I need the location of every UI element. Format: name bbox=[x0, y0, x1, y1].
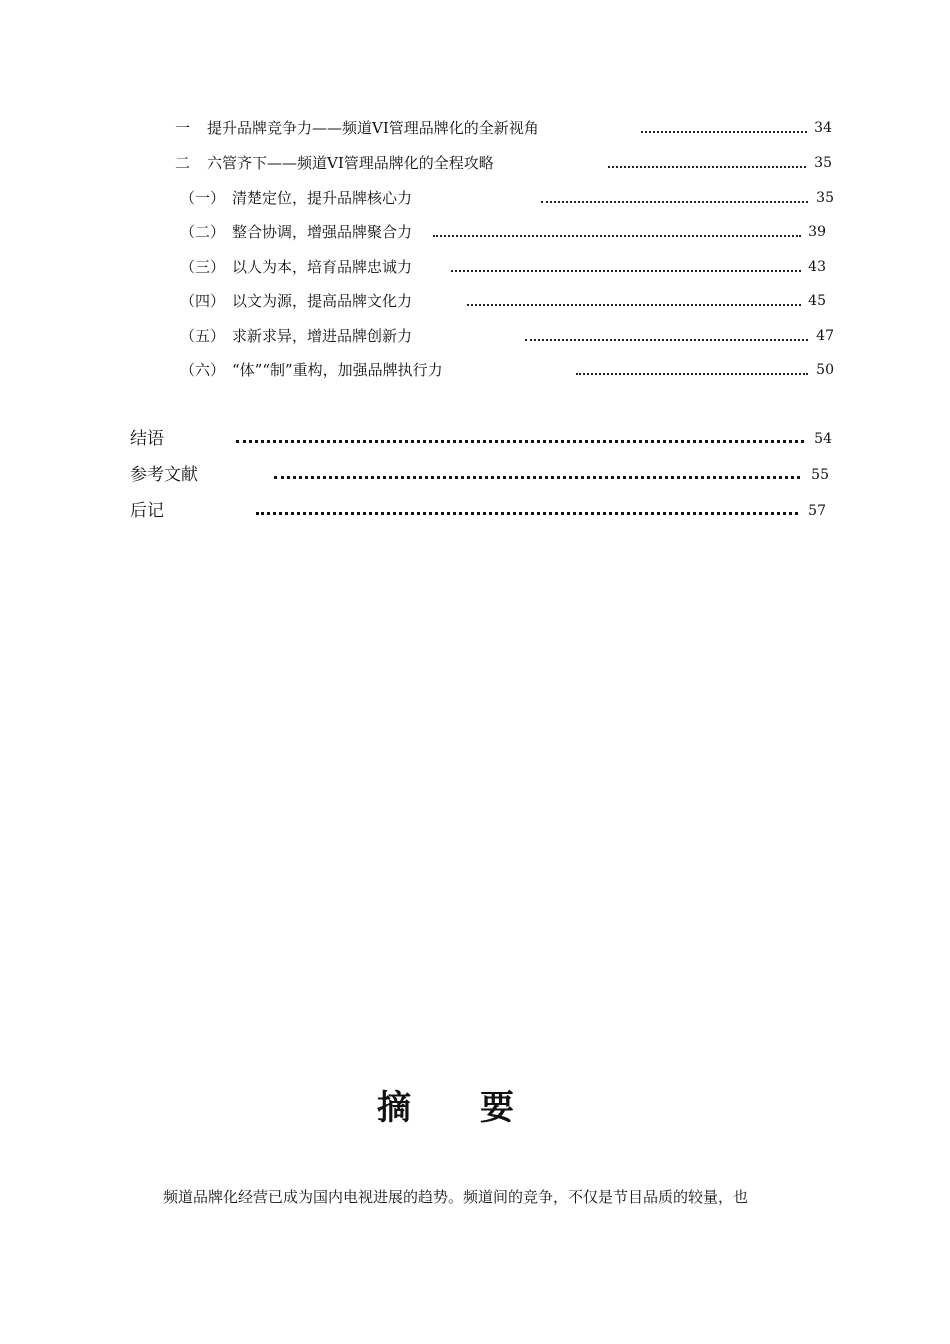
toc-leader-dots bbox=[576, 351, 808, 375]
toc-page-number: 35 bbox=[816, 190, 834, 206]
toc-section-title: 六管齐下——频道VI管理品牌化的全程攻略 bbox=[207, 154, 494, 172]
abstract-paragraph: 频道品牌化经营已成为国内电视进展的趋势。频道间的竞争，不仅是节目品质的较量，也 bbox=[163, 1188, 749, 1206]
toc-toplevel-row[interactable] bbox=[0, 463, 950, 487]
toc-page-number: 50 bbox=[816, 362, 834, 378]
toc-leader-dots bbox=[433, 213, 801, 237]
toc-page-number: 34 bbox=[814, 120, 832, 136]
toc-leader-dots bbox=[467, 282, 801, 306]
toc-subsection-title: 以文为源，提高品牌文化力 bbox=[232, 292, 413, 310]
toc-toplevel-row[interactable] bbox=[0, 427, 950, 451]
toc-page-number: 39 bbox=[808, 224, 826, 240]
toc-toplevel-row[interactable] bbox=[0, 499, 950, 523]
toc-subsection-title: 求新求异，增进品牌创新力 bbox=[232, 327, 413, 345]
toc-leader-dots bbox=[274, 455, 800, 479]
toc-subsection-row[interactable] bbox=[0, 220, 950, 244]
toc-toplevel-title: 结语 bbox=[130, 429, 164, 449]
toc-page-number: 43 bbox=[808, 259, 826, 275]
toc-subsection-number: （四） bbox=[180, 292, 226, 310]
toc-subsection-number: （一） bbox=[180, 189, 226, 207]
toc-section-row[interactable] bbox=[0, 151, 950, 175]
toc-page-number: 35 bbox=[814, 155, 832, 171]
toc-leader-dots bbox=[608, 144, 806, 168]
abstract-heading bbox=[0, 1086, 950, 1130]
toc-page-number: 57 bbox=[808, 503, 826, 519]
toc-subsection-row[interactable] bbox=[0, 358, 950, 382]
toc-page-number: 55 bbox=[811, 467, 829, 483]
toc-subsection-title: 整合协调，增强品牌聚合力 bbox=[232, 223, 413, 241]
abstract-heading-char: 要 bbox=[480, 1088, 514, 1128]
toc-leader-dots bbox=[641, 109, 807, 133]
toc-page-number: 47 bbox=[816, 328, 834, 344]
toc-subsection-title: 清楚定位，提升品牌核心力 bbox=[232, 189, 413, 207]
toc-subsection-row[interactable] bbox=[0, 255, 950, 279]
toc-section-row[interactable] bbox=[0, 116, 950, 140]
toc-subsection-title: “体”“制”重构，加强品牌执行力 bbox=[232, 361, 443, 379]
toc-section-number: 一 bbox=[175, 119, 191, 137]
abstract-heading-char: 摘 bbox=[377, 1088, 411, 1128]
toc-subsection-row[interactable] bbox=[0, 186, 950, 210]
toc-page-number: 54 bbox=[814, 431, 832, 447]
toc-leader-dots bbox=[256, 491, 798, 515]
toc-subsection-row[interactable] bbox=[0, 324, 950, 348]
toc-leader-dots bbox=[236, 419, 804, 443]
toc-subsection-row[interactable] bbox=[0, 289, 950, 313]
toc-subsection-number: （五） bbox=[180, 327, 226, 345]
toc-leader-dots bbox=[451, 248, 801, 272]
toc-toplevel-title: 后记 bbox=[130, 501, 164, 521]
toc-subsection-number: （二） bbox=[180, 223, 226, 241]
toc-subsection-number: （六） bbox=[180, 361, 226, 379]
toc-page-number: 45 bbox=[808, 293, 826, 309]
toc-toplevel-title: 参考文献 bbox=[130, 465, 198, 485]
toc-section-title: 提升品牌竞争力——频道VI管理品牌化的全新视角 bbox=[207, 119, 539, 137]
toc-leader-dots bbox=[541, 179, 808, 203]
toc-leader-dots bbox=[525, 317, 808, 341]
toc-subsection-number: （三） bbox=[180, 258, 226, 276]
toc-subsection-title: 以人为本，培育品牌忠诚力 bbox=[232, 258, 413, 276]
toc-section-number: 二 bbox=[175, 154, 191, 172]
